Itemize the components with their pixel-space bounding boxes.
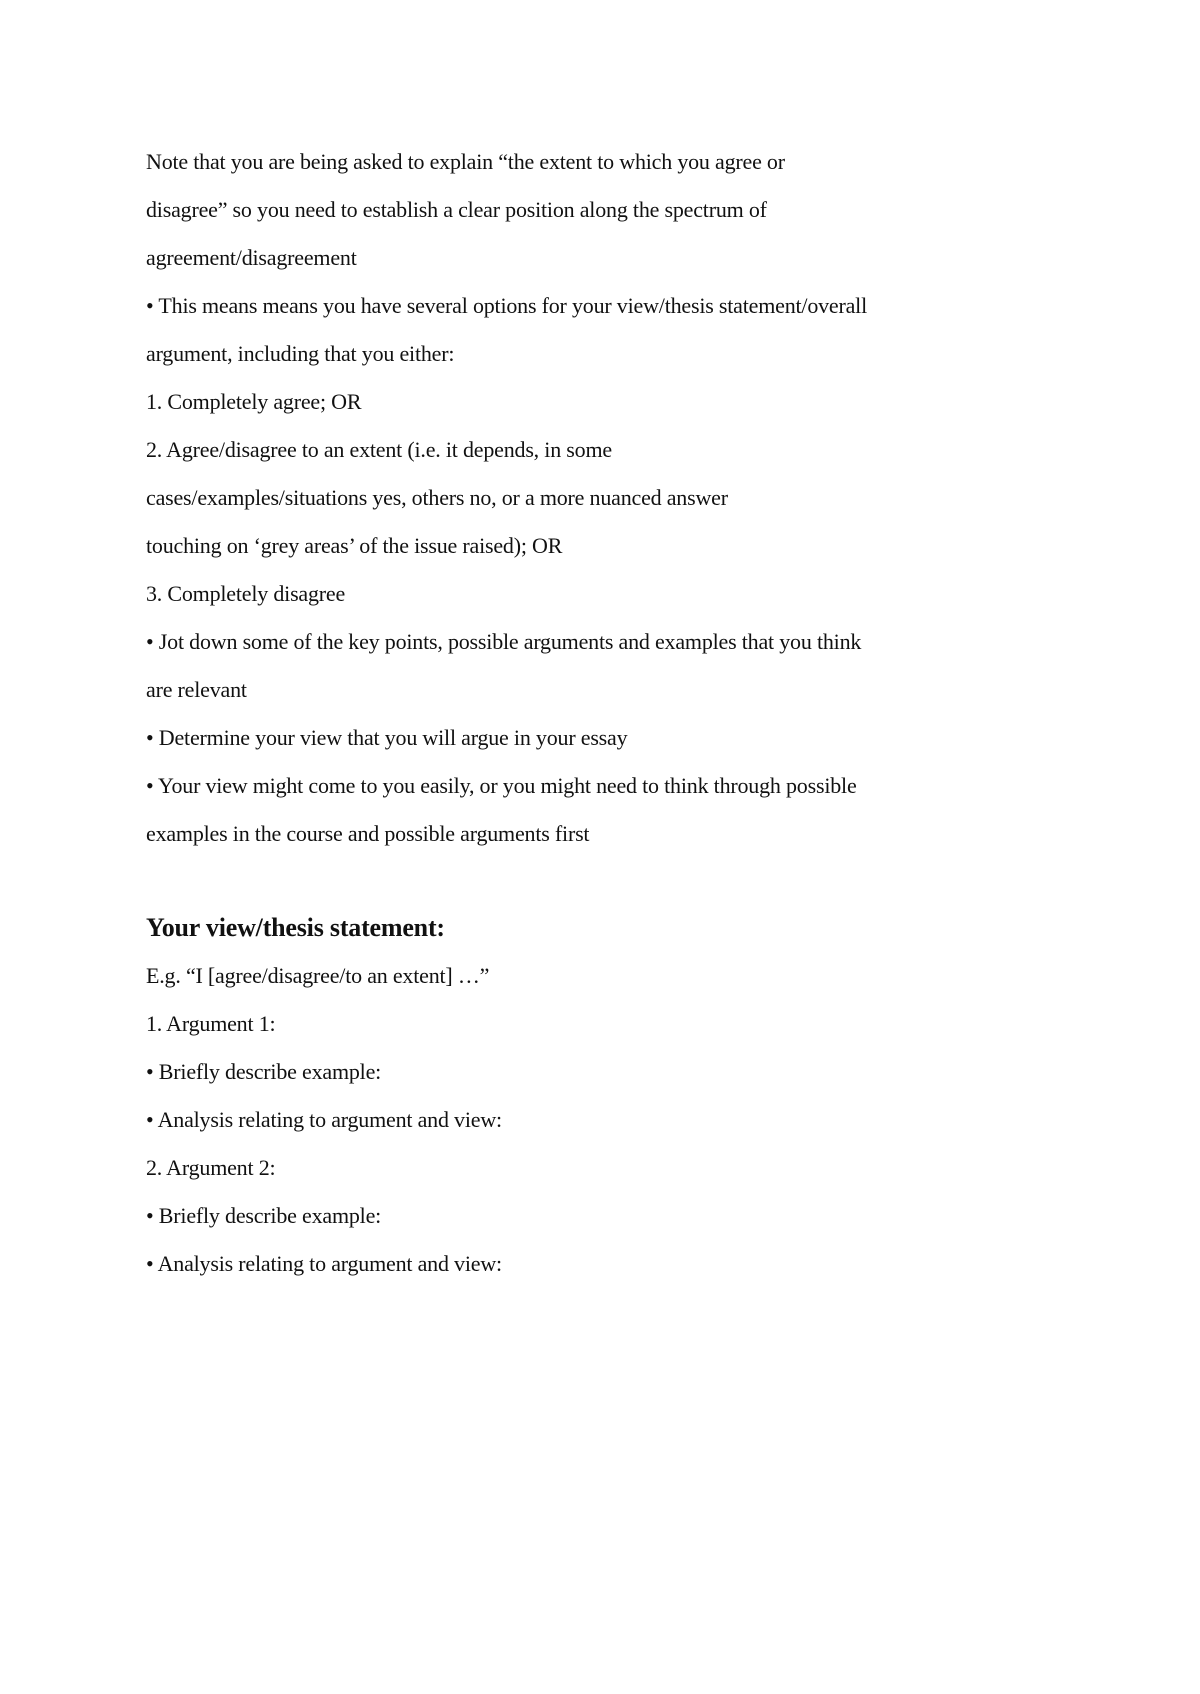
intro-line-1: Note that you are being asked to explain “the extent to which you agree or (146, 149, 785, 174)
bullet-determine-view: • Determine your view that you will argue in your essay (146, 725, 628, 750)
bullet-jot-down: • Jot down some of the key points, possible arguments and examples that you think (146, 629, 862, 654)
bullet-options: • This means means you have several options for your view/thesis statement/overall (146, 293, 867, 318)
argument-2-example: • Briefly describe example: (146, 1203, 382, 1228)
bullet-jot-down-cont: are relevant (146, 677, 247, 702)
argument-1-analysis: • Analysis relating to argument and view: (146, 1107, 502, 1132)
intro-line-2: disagree” so you need to establish a clear position along the spectrum of (146, 197, 767, 222)
option-completely-agree: 1. Completely agree; OR (146, 389, 362, 414)
intro-text (146, 138, 966, 858)
bullet-options-cont: argument, including that you either: (146, 341, 455, 366)
section-heading: Your view/thesis statement: (146, 913, 445, 942)
argument-2-analysis: • Analysis relating to argument and view: (146, 1251, 502, 1276)
argument-1-example: • Briefly describe example: (146, 1059, 382, 1084)
bullet-view-easily: • Your view might come to you easily, or you might need to think through possible (146, 773, 857, 798)
option-completely-disagree: 3. Completely disagree (146, 581, 346, 606)
intro-line-3: agreement/disagreement (146, 245, 357, 270)
bullet-view-easily-cont: examples in the course and possible arguments first (146, 821, 590, 846)
argument-2: 2. Argument 2: (146, 1155, 276, 1180)
option-extent-cont-2: touching on ‘grey areas’ of the issue raised); OR (146, 533, 563, 558)
option-extent-cont-1: cases/examples/situations yes, others no, or a more nuanced answer (146, 485, 728, 510)
thesis-example: E.g. “I [agree/disagree/to an extent] …” (146, 963, 490, 988)
outline-section (146, 904, 966, 1288)
option-extent: 2. Agree/disagree to an extent (i.e. it depends, in some (146, 437, 612, 462)
argument-1: 1. Argument 1: (146, 1011, 276, 1036)
